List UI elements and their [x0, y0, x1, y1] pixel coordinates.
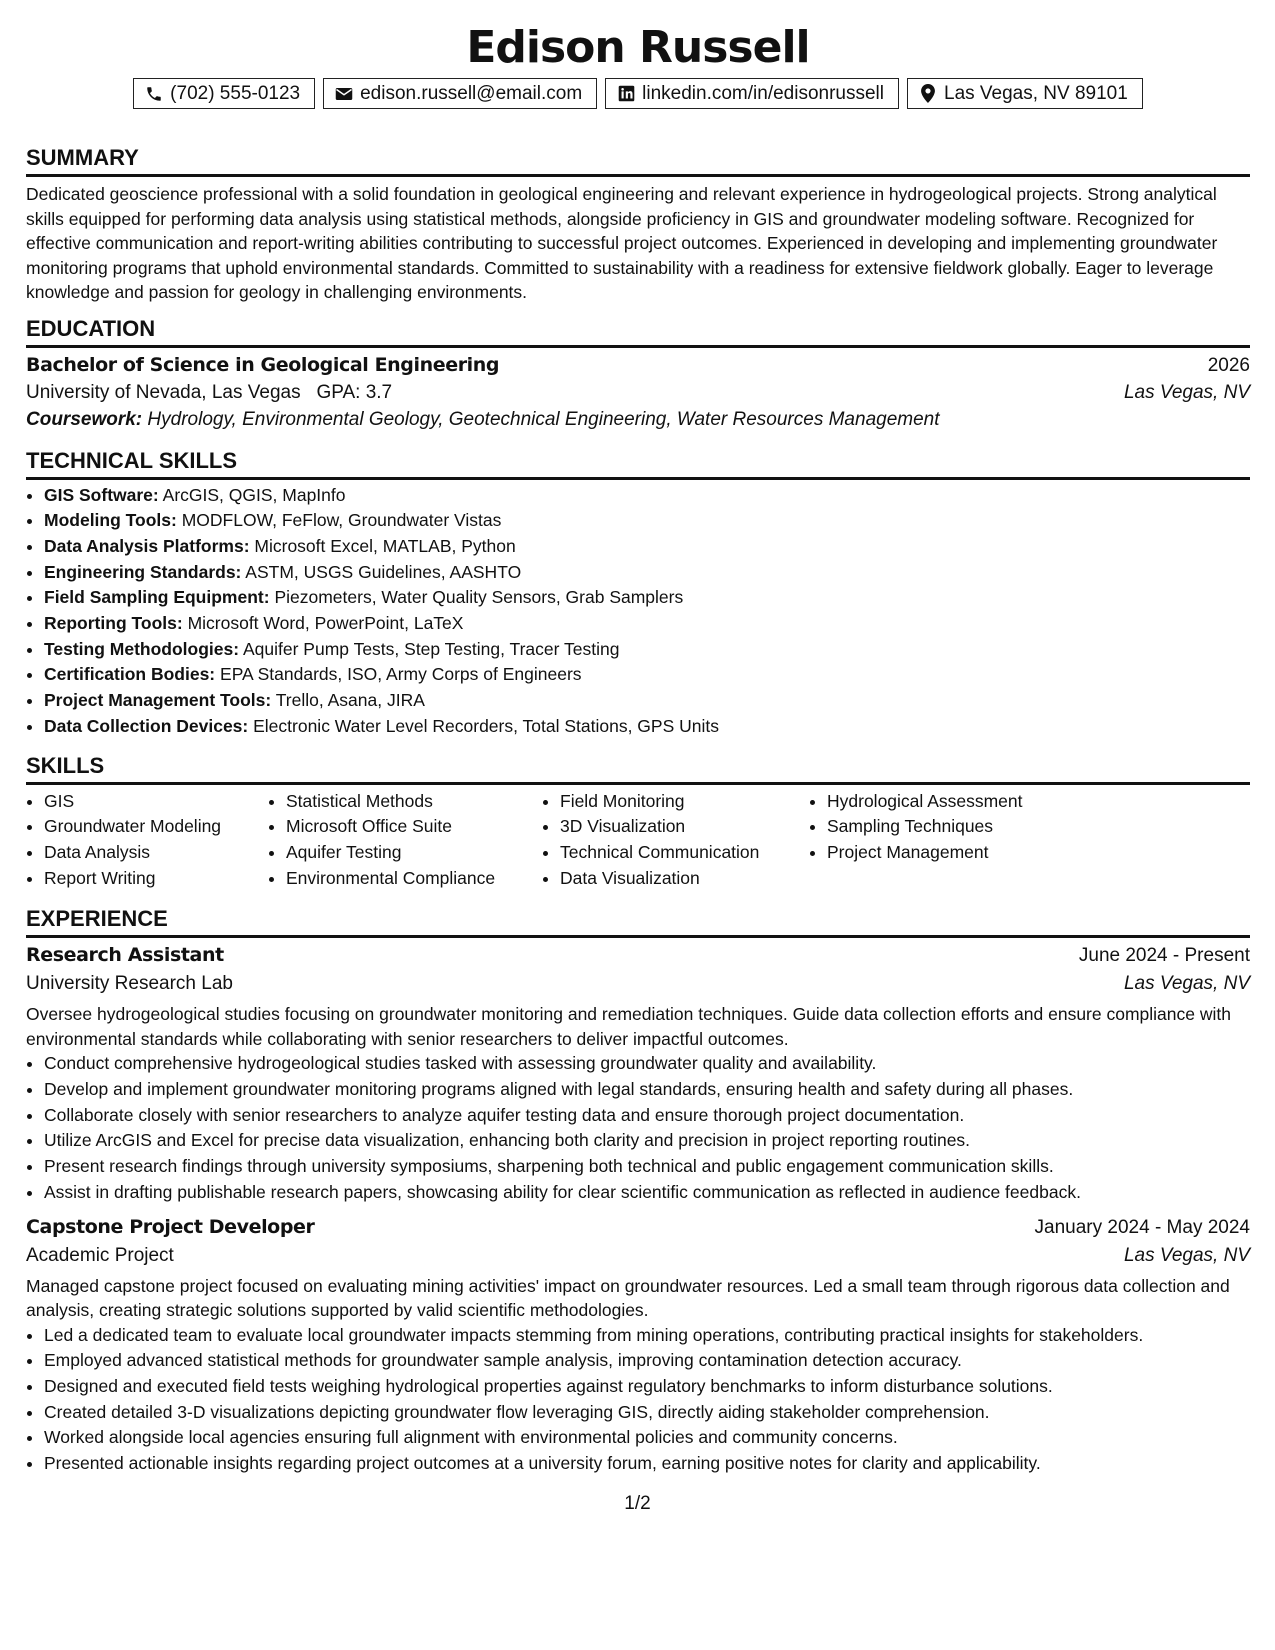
coursework-line	[26, 409, 1250, 431]
section-title-skills: SKILLS	[26, 752, 1250, 785]
skills-column	[268, 789, 542, 892]
technical-skill-item	[44, 662, 1250, 688]
contact-location[interactable]	[907, 78, 1143, 109]
section-title-education: EDUCATION	[26, 315, 1250, 348]
skill-item: • Microsoft Office Suite	[286, 814, 542, 840]
map-marker-icon	[918, 84, 938, 104]
degree-name: Bachelor of Science in Geological Engineering	[26, 353, 500, 376]
technical-skill-item	[44, 483, 1250, 509]
experience-entry	[26, 1216, 1250, 1477]
education-school-row	[26, 382, 1250, 404]
job-bullet: • Designed and executed field tests weighing hydrological properties against regulatory benchmarks to inform disturbance solutions.	[44, 1374, 1250, 1400]
technical-skills-section	[26, 447, 1250, 740]
job-summary: Oversee hydrogeological studies focusing on groundwater monitoring and remediation techniques. Guide data collection efforts and ensure compliance with environmental standards while collaborating with senior researchers to deliver impactful outcomes.	[26, 1004, 1231, 1049]
email-text: edison.russell@email.com	[360, 83, 583, 104]
job-bullet: • Worked alongside local agencies ensuring full alignment with environmental policies and community concerns.	[44, 1425, 1250, 1451]
skill-item: • Technical Communication	[560, 840, 809, 866]
job-organization: University Research Lab	[26, 973, 233, 995]
technical-skill-label: GIS Software:	[44, 484, 159, 505]
experience-entry	[26, 944, 1250, 1205]
technical-skill-value: Microsoft Excel, MATLAB, Python	[254, 535, 516, 556]
technical-skill-label: Reporting Tools:	[44, 613, 183, 634]
linkedin-icon	[616, 84, 636, 104]
coursework-list: Hydrology, Environmental Geology, Geotechnical Engineering, Water Resources Management	[147, 408, 940, 430]
resume-page	[26, 18, 1250, 1477]
job-location: Las Vegas, NV	[1123, 973, 1250, 995]
summary-text: Dedicated geoscience professional with a solid foundation in geological engineering and relevant experience in hydrogeological projects. Strong analytical skills equipped for performing data analysis using statistical methods, alongside proficiency in GIS and groundwater modeling software. Recognized for effective communication and report-writing abilities contributing to successful project outcomes. Experienced in developing and implementing groundwater monitoring programs that uphold environmental standards. Committed to sustainability with a readiness for extensive fieldwork globally. Eager to leverage knowledge and passion for geology in challenging environments.	[26, 184, 1218, 302]
technical-skill-label: Engineering Standards:	[44, 561, 242, 582]
job-bullet: • Present research findings through university symposiums, sharpening both technical and public engagement communication skills.	[44, 1154, 1250, 1180]
technical-skill-label: Data Collection Devices:	[44, 715, 249, 736]
technical-skill-value: Electronic Water Level Recorders, Total Stations, GPS Units	[253, 715, 719, 736]
phone-text: (702) 555-0123	[170, 83, 301, 104]
school-location: Las Vegas, NV	[1123, 381, 1250, 403]
skill-item: • Data Visualization	[560, 866, 809, 892]
technical-skill-item	[44, 688, 1250, 714]
graduation-year: 2026	[1207, 354, 1250, 376]
skill-item: • Data Analysis	[44, 840, 268, 866]
contact-bar	[26, 78, 1250, 109]
education-degree-row	[26, 354, 1250, 377]
technical-skill-item	[44, 534, 1250, 560]
contact-phone[interactable]	[133, 78, 315, 109]
technical-skill-item	[44, 560, 1250, 586]
contact-linkedin[interactable]	[605, 78, 899, 109]
job-bullet: • Utilize ArcGIS and Excel for precise data visualization, enhancing both clarity and precision in project reporting routines.	[44, 1128, 1250, 1154]
education-section	[26, 315, 1250, 431]
job-bullet: • Assist in drafting publishable research papers, showcasing ability for clear scientific communication as reflected in audience feedback.	[44, 1180, 1250, 1206]
skill-item: • Field Monitoring	[560, 789, 809, 815]
job-organization: Academic Project	[26, 1244, 174, 1266]
section-title-experience: EXPERIENCE	[26, 905, 1250, 938]
skill-item: • Environmental Compliance	[286, 866, 542, 892]
skill-item: • Hydrological Assessment	[827, 789, 1067, 815]
job-bullet: • Created detailed 3-D visualizations depicting groundwater flow leveraging GIS, directly aiding stakeholder comprehension.	[44, 1400, 1250, 1426]
summary-section	[26, 144, 1250, 305]
skill-item: • GIS	[44, 789, 268, 815]
linkedin-text: linkedin.com/in/edisonrussell	[642, 83, 884, 104]
skills-grid	[26, 789, 1250, 892]
section-title-summary: SUMMARY	[26, 144, 1250, 177]
technical-skill-item	[44, 585, 1250, 611]
technical-skill-label: Certification Bodies:	[44, 664, 216, 685]
coursework-label: Coursework:	[26, 408, 143, 430]
technical-skill-item	[44, 611, 1250, 637]
skills-column	[26, 789, 268, 892]
technical-skill-label: Project Management Tools:	[44, 690, 272, 711]
skill-item: • Sampling Techniques	[827, 814, 1067, 840]
job-bullet: • Presented actionable insights regarding project outcomes at a university forum, earning positive notes for clarity and applicability.	[44, 1451, 1250, 1477]
technical-skill-item	[44, 714, 1250, 740]
school-name: University of Nevada, Las Vegas	[26, 381, 301, 403]
technical-skill-value: ASTM, USGS Guidelines, AASHTO	[245, 561, 522, 582]
technical-skill-value: ArcGIS, QGIS, MapInfo	[162, 484, 346, 505]
phone-icon	[144, 84, 164, 104]
job-location: Las Vegas, NV	[1123, 1244, 1250, 1266]
job-title-row	[26, 944, 1250, 967]
envelope-icon	[334, 84, 354, 104]
technical-skill-value: Microsoft Word, PowerPoint, LaTeX	[187, 613, 464, 634]
page-number: 1/2	[624, 1493, 651, 1514]
skill-item: • Report Writing	[44, 866, 268, 892]
job-bullet: • Employed advanced statistical methods for groundwater sample analysis, improving contamination detection accuracy.	[44, 1348, 1250, 1374]
technical-skill-value: MODFLOW, FeFlow, Groundwater Vistas	[181, 510, 502, 531]
technical-skill-value: Piezometers, Water Quality Sensors, Grab Samplers	[274, 587, 684, 608]
technical-skills-list	[26, 483, 1250, 740]
technical-skill-item	[44, 508, 1250, 534]
technical-skill-label: Testing Methodologies:	[44, 638, 240, 659]
skills-section	[26, 752, 1250, 892]
job-org-row	[26, 973, 1250, 995]
technical-skill-value: Trello, Asana, JIRA	[275, 690, 425, 711]
technical-skill-label: Field Sampling Equipment:	[44, 587, 270, 608]
section-title-technical-skills: TECHNICAL SKILLS	[26, 447, 1250, 480]
skill-item: • Aquifer Testing	[286, 840, 542, 866]
job-bullets	[26, 1051, 1250, 1205]
job-bullet: • Conduct comprehensive hydrogeological studies tasked with assessing groundwater quality and availability.	[44, 1051, 1250, 1077]
job-dates: January 2024 - May 2024	[1034, 1216, 1250, 1238]
technical-skill-value: EPA Standards, ISO, Army Corps of Engineers	[220, 664, 582, 685]
school-line	[26, 382, 392, 404]
technical-skill-label: Data Analysis Platforms:	[44, 535, 250, 556]
skill-item: • Statistical Methods	[286, 789, 542, 815]
technical-skill-label: Modeling Tools:	[44, 510, 177, 531]
skill-item: • Project Management	[827, 840, 1067, 866]
job-summary: Managed capstone project focused on evaluating mining activities' impact on groundwater resources. Led a small team through rigorous data collection and analysis, creating strategic solutions supported by valid scientific methodologies.	[26, 1275, 1230, 1321]
job-org-row	[26, 1245, 1250, 1267]
skill-item: • Groundwater Modeling	[44, 814, 268, 840]
skills-column	[542, 789, 809, 892]
technical-skill-item	[44, 637, 1250, 663]
job-bullet: • Led a dedicated team to evaluate local groundwater impacts stemming from mining operations, contributing practical insights for stakeholders.	[44, 1323, 1250, 1349]
job-title-row	[26, 1216, 1250, 1239]
gpa: GPA: 3.7	[316, 381, 393, 403]
location-text: Las Vegas, NV 89101	[944, 83, 1128, 104]
candidate-name: Edison Russell	[466, 22, 810, 73]
job-title: Research Assistant	[26, 944, 224, 967]
job-bullets	[26, 1323, 1250, 1477]
contact-email[interactable]	[323, 78, 597, 109]
job-dates: June 2024 - Present	[1078, 945, 1250, 967]
experience-section	[26, 905, 1250, 1476]
experience-list	[26, 944, 1250, 1476]
job-title: Capstone Project Developer	[26, 1215, 315, 1238]
job-bullet: • Develop and implement groundwater monitoring programs aligned with legal standards, ensuring health and safety during all phases.	[44, 1077, 1250, 1103]
skills-column	[809, 789, 1067, 892]
job-bullet: • Collaborate closely with senior researchers to analyze aquifer testing data and ensure thorough project documentation.	[44, 1103, 1250, 1129]
skill-item: • 3D Visualization	[560, 814, 809, 840]
technical-skill-value: Aquifer Pump Tests, Step Testing, Tracer Testing	[243, 638, 620, 659]
